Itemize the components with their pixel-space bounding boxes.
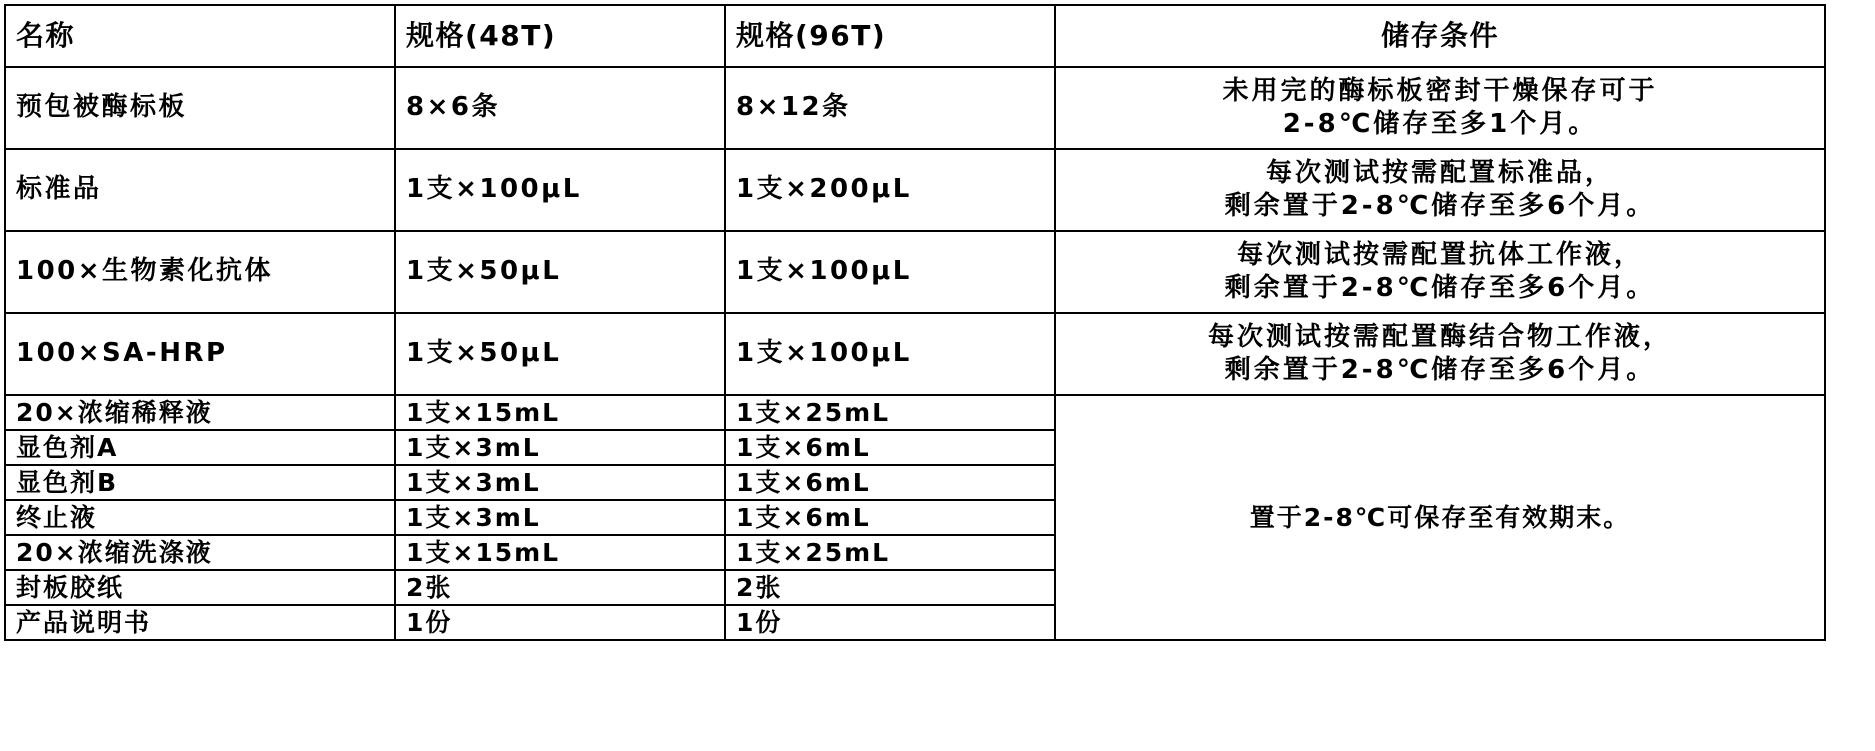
cell-spec-96t: 2张 <box>725 570 1055 605</box>
cell-storage-condition <box>1055 313 1825 395</box>
table-row <box>5 395 1825 430</box>
cell-spec-96t: 8×12条 <box>725 67 1055 149</box>
cell-component-name: 预包被酶标板 <box>5 67 395 149</box>
cell-component-name: 100×SA-HRP <box>5 313 395 395</box>
kit-components-table <box>4 4 1826 641</box>
cell-component-name: 显色剂B <box>5 465 395 500</box>
storage-line-2: 剩余置于2-8℃储存至多6个月。 <box>1224 191 1656 221</box>
cell-spec-48t: 8×6条 <box>395 67 725 149</box>
cell-spec-48t: 1份 <box>395 605 725 640</box>
table-header-row <box>5 5 1825 67</box>
cell-component-name: 显色剂A <box>5 430 395 465</box>
cell-spec-48t: 1支×3mL <box>395 430 725 465</box>
cell-spec-96t: 1支×6mL <box>725 500 1055 535</box>
cell-component-name: 标准品 <box>5 149 395 231</box>
cell-spec-96t: 1支×100μL <box>725 313 1055 395</box>
cell-component-name: 终止液 <box>5 500 395 535</box>
cell-spec-96t: 1支×200μL <box>725 149 1055 231</box>
table-row <box>5 313 1825 395</box>
cell-spec-48t: 2张 <box>395 570 725 605</box>
cell-spec-96t: 1支×25mL <box>725 395 1055 430</box>
cell-spec-48t: 1支×15mL <box>395 395 725 430</box>
table-row <box>5 67 1825 149</box>
kit-components-table-sheet <box>0 4 1875 751</box>
cell-spec-96t: 1支×6mL <box>725 430 1055 465</box>
cell-component-name: 20×浓缩稀释液 <box>5 395 395 430</box>
cell-spec-96t: 1支×100μL <box>725 231 1055 313</box>
table-row <box>5 231 1825 313</box>
cell-component-name: 封板胶纸 <box>5 570 395 605</box>
cell-component-name: 20×浓缩洗涤液 <box>5 535 395 570</box>
cell-spec-96t: 1份 <box>725 605 1055 640</box>
cell-storage-condition <box>1055 231 1825 313</box>
storage-line-1: 未用完的酶标板密封干燥保存可于 <box>1222 75 1658 106</box>
storage-line-1: 每次测试按需配置抗体工作液， <box>1236 239 1643 270</box>
cell-spec-96t: 1支×25mL <box>725 535 1055 570</box>
column-header-storage: 储存条件 <box>1055 5 1825 67</box>
cell-component-name: 100×生物素化抗体 <box>5 231 395 313</box>
cell-spec-48t: 1支×50μL <box>395 313 725 395</box>
column-header-spec-96t: 规格(96T) <box>725 5 1055 67</box>
cell-spec-96t: 1支×6mL <box>725 465 1055 500</box>
cell-spec-48t: 1支×15mL <box>395 535 725 570</box>
cell-spec-48t: 1支×50μL <box>395 231 725 313</box>
cell-storage-condition <box>1055 67 1825 149</box>
cell-spec-48t: 1支×100μL <box>395 149 725 231</box>
cell-spec-48t: 1支×3mL <box>395 465 725 500</box>
storage-line-2: 2-8℃储存至多1个月。 <box>1282 109 1598 139</box>
cell-storage-condition <box>1055 149 1825 231</box>
table-row <box>5 149 1825 231</box>
cell-component-name: 产品说明书 <box>5 605 395 640</box>
cell-storage-condition-merged: 置于2-8℃可保存至有效期末。 <box>1055 395 1825 640</box>
column-header-spec-48t: 规格(48T) <box>395 5 725 67</box>
storage-line-1: 每次测试按需配置酶结合物工作液， <box>1207 321 1672 352</box>
storage-line-2: 剩余置于2-8℃储存至多6个月。 <box>1224 355 1656 385</box>
storage-line-2: 剩余置于2-8℃储存至多6个月。 <box>1224 273 1656 303</box>
storage-line-1: 每次测试按需配置标准品， <box>1265 157 1614 188</box>
cell-spec-48t: 1支×3mL <box>395 500 725 535</box>
column-header-name: 名称 <box>5 5 395 67</box>
